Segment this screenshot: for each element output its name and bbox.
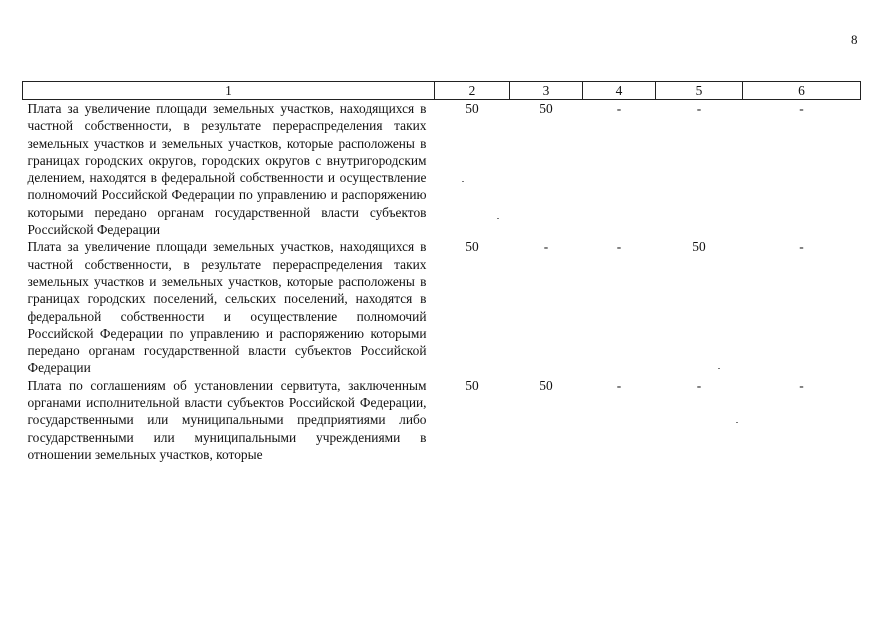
cell-value: 50 [465,239,479,255]
cell-value: - [616,101,622,116]
column-header: 5 [656,82,743,100]
table-row [23,377,861,463]
column-header: 1 [23,82,435,100]
table-row [23,100,861,239]
column-header: 2 [435,82,510,100]
table-row [23,238,861,376]
row-description: Плата по соглашениям об установлении сервитута, заключенным органами исполнительной власти субъектов Российской Федерации, государственными или муниципальными предприятиями либо государственными или муниципальными учреждениями в отношении земельных участков, которые [27,377,427,462]
cell-value: - [696,101,702,116]
cell-value: - [616,377,622,393]
cell-value: 50 [465,377,479,393]
cell-value: 50 [539,101,553,116]
cell-value: 50 [692,239,706,255]
column-header: 6 [743,82,861,100]
scan-speck [736,422,738,423]
scan-speck [718,368,720,369]
cell-value: - [543,239,549,255]
scan-speck [497,218,499,219]
scan-speck [462,181,464,182]
row-description: Плата за увеличение площади земельных участков, находящихся в частной собственности, в результате перераспределения таких земельных участков и земельных участков, которые расположены в границах городских округов, городских округов с внутригородским делением, находятся в федеральной собственности и осуществление полномочий Российской Федерации по управлению и распоряжению которыми передано органам государственной власти субъектов Российской Федерации [27,101,427,238]
cell-value: - [799,377,804,393]
row-description: Плата за увеличение площади земельных участков, находящихся в частной собственности, в результате перераспределения таких земельных участков и земельных участков, которые расположены в границах городских поселений, сельских поселений, находятся в федеральной собственности и осуществление полномочий Российской Федерации по управлению и распоряжению которыми передано органам государственной власти субъектов Российской Федерации [27,239,427,376]
page-number: 8 [851,32,858,47]
cell-value: - [799,239,804,255]
cell-value: - [696,377,702,393]
table-header-row [23,82,861,100]
cell-value: - [799,101,804,116]
cell-value: 50 [465,101,479,116]
column-header: 4 [583,82,656,100]
revenue-table [22,81,861,463]
column-header: 3 [510,82,583,100]
cell-value: - [616,239,622,255]
cell-value: 50 [539,377,553,393]
